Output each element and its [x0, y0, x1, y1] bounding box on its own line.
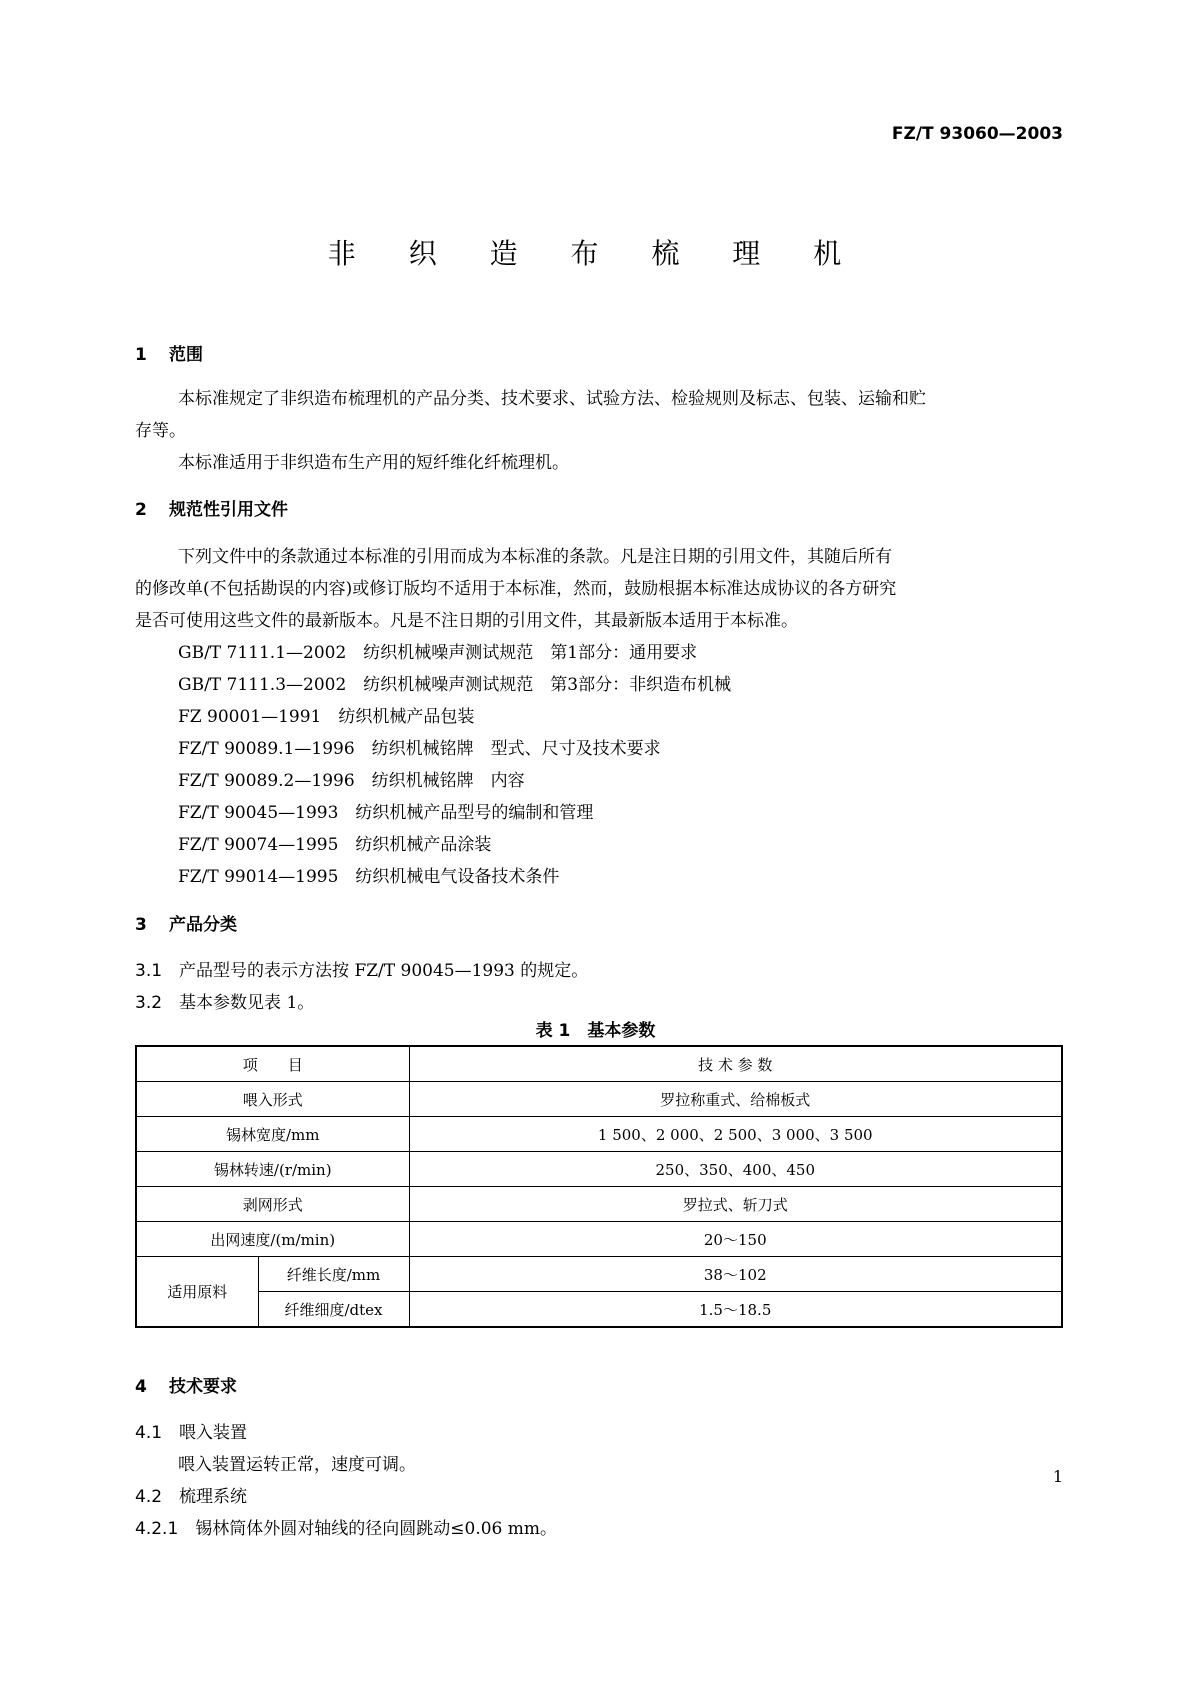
table-cell-item: 喂入形式 — [136, 1082, 409, 1117]
table-cell-item: 出网速度/(m/min) — [136, 1222, 409, 1257]
table-cell-value: 20～150 — [409, 1222, 1062, 1257]
reference-item: FZ/T 90074—1995 纺织机械产品涂装 — [178, 835, 492, 855]
clause-3-2 — [135, 988, 314, 1013]
reference-item: GB/T 7111.1—2002 纺织机械噪声测试规范 第1部分：通用要求 — [178, 643, 698, 663]
clause-4-2 — [135, 1482, 247, 1507]
reference-item: FZ/T 99014—1995 纺织机械电气设备技术条件 — [178, 867, 560, 887]
clause-number: 4.2.1 — [135, 1519, 179, 1539]
section-number: 2 — [135, 500, 147, 520]
table-header-item: 项 目 — [136, 1046, 409, 1082]
table-cell-item: 剥网形式 — [136, 1187, 409, 1222]
clause-number: 4.2 — [135, 1487, 163, 1507]
paragraph-line: 是否可使用这些文件的最新版本。凡是不注日期的引用文件，其最新版本适用于本标准。 — [135, 611, 798, 631]
section-1-heading — [135, 340, 203, 365]
clause-text: 基本参数见表 1。 — [179, 993, 315, 1013]
table-cell-item: 纤维长度/mm — [258, 1257, 409, 1292]
clause-4-2-1 — [135, 1514, 557, 1539]
table-cell-value: 1 500、2 000、2 500、3 000、3 500 — [409, 1117, 1062, 1152]
table-header-row — [136, 1046, 1062, 1082]
clause-title: 梳理系统 — [179, 1487, 248, 1507]
page-number: 1 — [1052, 1467, 1063, 1486]
table-row — [136, 1257, 1062, 1292]
paragraph-line: 喂入装置运转正常，速度可调。 — [178, 1455, 416, 1475]
table-group-label: 适用原料 — [136, 1257, 258, 1328]
table-cell-item: 锡林转速/(r/min) — [136, 1152, 409, 1187]
section-title: 规范性引用文件 — [169, 500, 288, 520]
table-caption: 表 1 基本参数 — [535, 1021, 656, 1041]
paragraph-line: 的修改单(不包括勘误的内容)或修订版均不适用于本标准，然而，鼓励根据本标准达成协议的各方研究 — [135, 579, 897, 599]
section-title: 技术要求 — [169, 1377, 237, 1397]
clause-number: 3.2 — [135, 993, 163, 1013]
reference-item: FZ/T 90089.2—1996 纺织机械铭牌 内容 — [178, 771, 525, 791]
parameter-table — [135, 1045, 1063, 1328]
standard-number: FZ/T 93060—2003 — [891, 124, 1063, 144]
paragraph-line: 本标准适用于非织造布生产用的短纤维化纤梳理机。 — [178, 453, 569, 473]
section-3-heading — [135, 910, 237, 935]
clause-title: 喂入装置 — [179, 1423, 248, 1443]
table-row — [136, 1187, 1062, 1222]
table-cell-value: 38～102 — [409, 1257, 1062, 1292]
table-cell-item: 纤维细度/dtex — [258, 1292, 409, 1328]
clause-number: 4.1 — [135, 1423, 163, 1443]
table-cell-value: 罗拉称重式、给棉板式 — [409, 1082, 1062, 1117]
reference-item: GB/T 7111.3—2002 纺织机械噪声测试规范 第3部分：非织造布机械 — [178, 675, 732, 695]
clause-text: 锡林筒体外圆对轴线的径向圆跳动≤0.06 mm。 — [195, 1519, 558, 1539]
table-cell-value: 1.5～18.5 — [409, 1292, 1062, 1328]
section-number: 4 — [135, 1377, 147, 1397]
table-cell-value: 250、350、400、450 — [409, 1152, 1062, 1187]
reference-item: FZ 90001—1991 纺织机械产品包装 — [178, 707, 475, 727]
table-row — [136, 1117, 1062, 1152]
section-title: 范围 — [169, 345, 203, 365]
section-title: 产品分类 — [169, 915, 237, 935]
paragraph-line: 本标准规定了非织造布梳理机的产品分类、技术要求、试验方法、检验规则及标志、包装、运输和贮 — [178, 389, 926, 409]
table-header-param: 技 术 参 数 — [409, 1046, 1062, 1082]
section-2-heading — [135, 495, 288, 520]
table-row — [136, 1222, 1062, 1257]
reference-item: FZ/T 90089.1—1996 纺织机械铭牌 型式、尺寸及技术要求 — [178, 739, 661, 759]
document-title: 非 织 造 布 梳 理 机 — [327, 237, 864, 270]
reference-item: FZ/T 90045—1993 纺织机械产品型号的编制和管理 — [178, 803, 594, 823]
paragraph-line: 存等。 — [135, 421, 186, 441]
section-number: 1 — [135, 345, 147, 365]
clause-4-1 — [135, 1418, 247, 1443]
table-row — [136, 1292, 1062, 1328]
section-4-heading — [135, 1372, 237, 1397]
table-cell-value: 罗拉式、斩刀式 — [409, 1187, 1062, 1222]
table-cell-item: 锡林宽度/mm — [136, 1117, 409, 1152]
clause-text: 产品型号的表示方法按 FZ/T 90045—1993 的规定。 — [179, 961, 589, 981]
clause-number: 3.1 — [135, 961, 163, 981]
section-number: 3 — [135, 915, 147, 935]
table-row — [136, 1082, 1062, 1117]
table-row — [136, 1152, 1062, 1187]
paragraph-line: 下列文件中的条款通过本标准的引用而成为本标准的条款。凡是注日期的引用文件，其随后所有 — [178, 547, 892, 567]
clause-3-1 — [135, 956, 588, 981]
